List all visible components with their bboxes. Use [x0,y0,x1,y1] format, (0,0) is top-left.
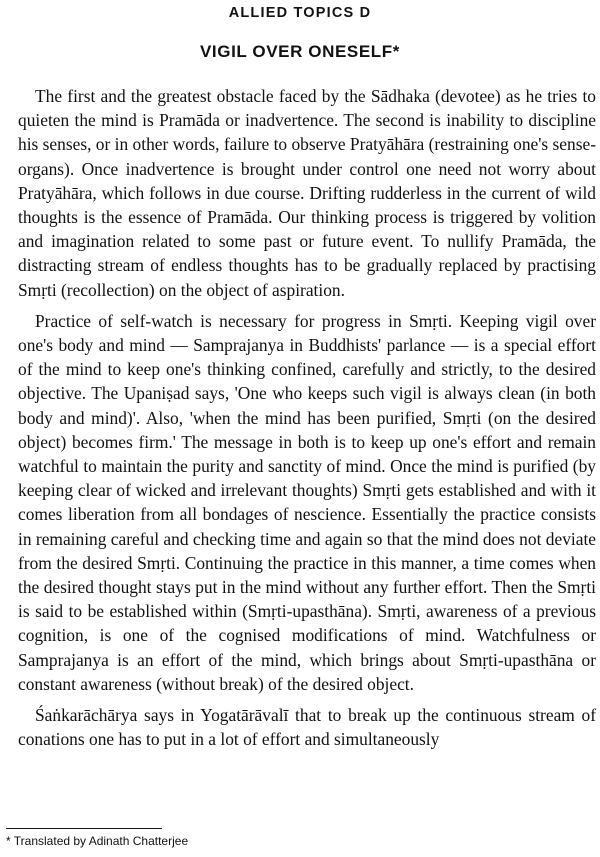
body-text [18,84,596,758]
paragraph-3: Śaṅkarāchārya says in Yogatārāvalī that to break up the continuous stream of conations one has to put in a lot of effort and simultaneously [18,705,596,750]
footnote: * Translated by Adinath Chatterjee [6,834,189,848]
footnote-divider [6,828,162,829]
running-head: ALLIED TOPICS D [228,5,372,21]
chapter-title: VIGIL OVER ONESELF* [199,42,400,61]
paragraph-1: The first and the greatest obstacle faced by the Sādhaka (devotee) as he tries to quieten the mind is Pramāda or inadvertence. The second is inability to discipline his senses, or in other words, failure to observe Pratyāhāra (restraining one's sense-organs). Once inadvertence is brought under control one need not worry about Pratyāhāra, which follows in due course. Drifting rudderless in the current of wild thoughts is the essence of Pramāda. Our thinking process is triggered by volition and imagination related to some past or future event. To nullify Pramāda, the distracting stream of endless thoughts has to be gradually replaced by practising Smṛti (recollection) on the object of aspiration. [18,86,596,300]
paragraph-2: Practice of self-watch is necessary for progress in Smṛti. Keeping vigil over one's body and mind — Samprajanya in Buddhists' parlance — is a special effort of the mind to keep one's thinking confined, carefully and strictly, to the desired objective. The Upaniṣad says, 'One who keeps such vigil is always clean (in both body and mind)'. Also, 'when the mind has been purified, Smṛti (on the desired object) becomes firm.' The message in both is to keep up one's effort and remain watchful to maintain the purity and sanctity of mind. Once the mind is purified (by keeping clear of wicked and irrelevant thoughts) Smṛti gets established and with it comes liberation from all bondages of nescience. Essentially the practice consists in remaining careful and checking time and again so that the mind does not deviate from the desired Smṛti. Continuing the practice in this manner, a time comes when the desired thought stays put in the mind without any further effort. Then the Smṛti is said to be established within (Smṛti-upasthāna). Smṛti, awareness of a previous cognition, is one of the cognised modifications of mind. Watchfulness or Samprajanya is an effort of the mind, which brings about Smṛti-upasthāna or constant awareness (without break) of the desired object. [18,310,596,694]
